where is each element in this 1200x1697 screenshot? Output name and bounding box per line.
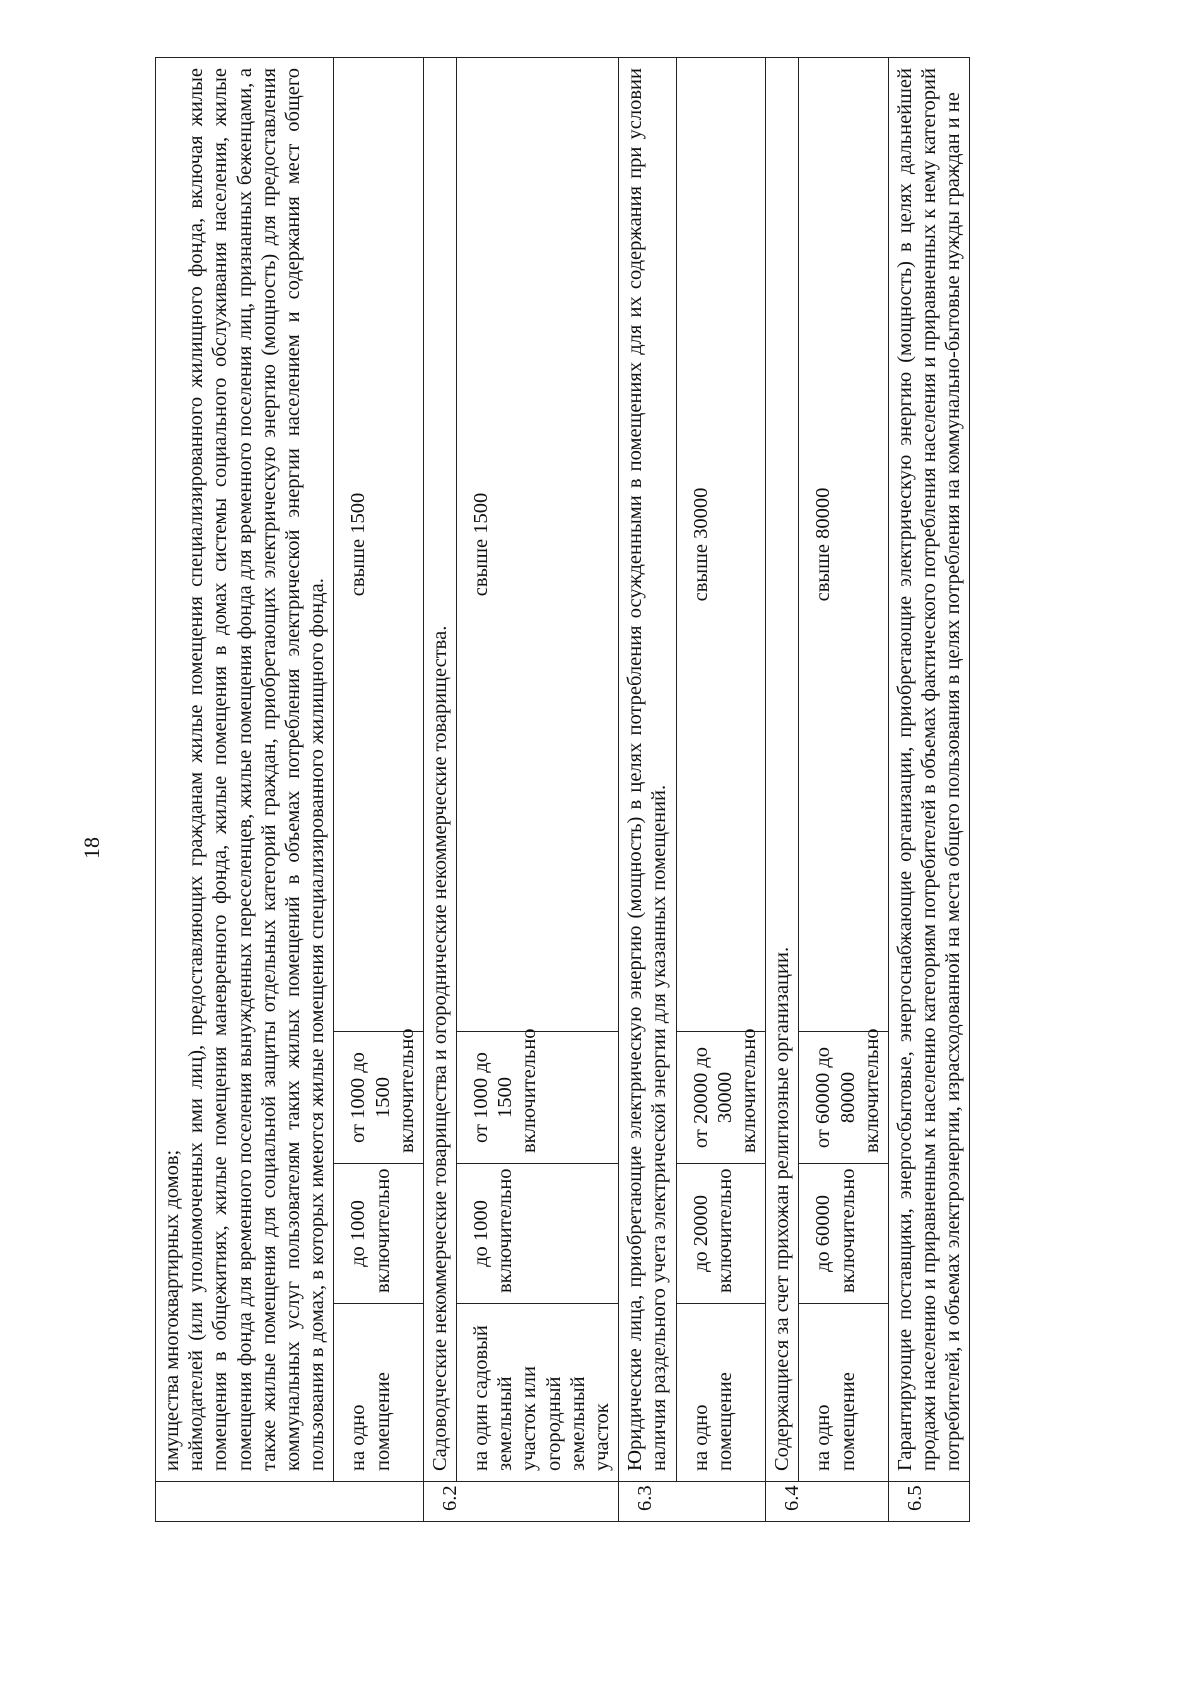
range-low: до 60000 включительно bbox=[799, 1164, 889, 1304]
table-row bbox=[156, 58, 334, 1522]
category-description: Гарантирующие поставщики, энергосбытовые, энергоснабжающие организации, приобретающие электрическую энергию (мощность) в целях дальнейшей продажи населению и приравненным к населению категориям потребителей в объемах фактического потребления населения и приравненных к нему категорий потребителей, и объемах электроэнергии, израсходованной на места общего пользования в целях потребления на коммунально-бытовые нужды граждан и не bbox=[888, 58, 970, 1482]
tariff-table-sheet bbox=[155, 57, 1170, 1522]
category-description: Юридические лица, приобретающие электрическую энергию (мощность) в целях потребления осужденными в помещениях для их содержания при условии наличия раздельного учета электрической энергии для указанных помещений. bbox=[619, 58, 676, 1482]
range-high: свыше 1500 bbox=[457, 58, 619, 1032]
range-mid: от 60000 до 80000 включительно bbox=[799, 1032, 889, 1164]
table-row bbox=[766, 58, 799, 1522]
table-row bbox=[888, 58, 970, 1522]
table-row bbox=[619, 58, 676, 1522]
table-row bbox=[423, 58, 456, 1522]
consumption-table bbox=[155, 57, 970, 1522]
range-high: свыше 80000 bbox=[799, 58, 889, 1032]
unit-label: на одно помещение bbox=[676, 1304, 766, 1482]
range-high: свыше 1500 bbox=[334, 58, 424, 1032]
row-number: 6.5 bbox=[888, 1482, 970, 1522]
page-number: 18 bbox=[79, 837, 104, 859]
category-description bbox=[156, 58, 334, 1482]
row-number: 6.3 bbox=[619, 1482, 766, 1522]
row-number: 6.4 bbox=[766, 1482, 889, 1522]
category-description: Садоводческие некоммерческие товарищества и огороднические некоммерческие товарищества. bbox=[423, 58, 456, 1482]
row-number bbox=[156, 1482, 424, 1522]
description-line: наймодателей (или уполномоченных ими лиц), предоставляющих гражданам жилые помещения специализированного жилищного фонда, включая жилые помещения в общежитиях, жилые помещения маневренного фонда, жилые помещения в домах системы социального обслуживания населения, жилые помещения фонда для временного поселения вынужденных переселенцев, жилые помещения фонда для временного поселения лиц, признанных беженцами, а также жилые помещения для социальной защиты отдельных категорий граждан, приобретающих электрическую энергию (мощность) для предоставления коммунальных услуг пользователям таких жилых помещений в объемах потребления электрической энергии населением и содержания мест общего пользования в домах, в которых имеются жилые помещения специализированного жилищного фонда. bbox=[185, 68, 329, 1471]
range-mid: от 1000 до 1500 включительно bbox=[457, 1032, 619, 1164]
table-row bbox=[457, 58, 619, 1522]
table-row bbox=[799, 58, 889, 1522]
range-mid: от 20000 до 30000 включительно bbox=[676, 1032, 766, 1164]
range-high: свыше 30000 bbox=[676, 58, 766, 1032]
table-row bbox=[676, 58, 766, 1522]
unit-label: на один садовый земельный участок или огородный земельный участок bbox=[457, 1304, 619, 1482]
range-mid: от 1000 до 1500 включительно bbox=[334, 1032, 424, 1164]
row-number: 6.2 bbox=[423, 1482, 618, 1522]
unit-label: на одно помещение bbox=[334, 1304, 424, 1482]
category-description: Содержащиеся за счет прихожан религиозные организации. bbox=[766, 58, 799, 1482]
range-low: до 20000 включительно bbox=[676, 1164, 766, 1304]
description-line: имущества многоквартирных домов; bbox=[161, 1149, 183, 1471]
unit-label: на одно помещение bbox=[799, 1304, 889, 1482]
table-row bbox=[334, 58, 424, 1522]
range-low: до 1000 включительно bbox=[334, 1164, 424, 1304]
range-low: до 1000 включительно bbox=[457, 1164, 619, 1304]
